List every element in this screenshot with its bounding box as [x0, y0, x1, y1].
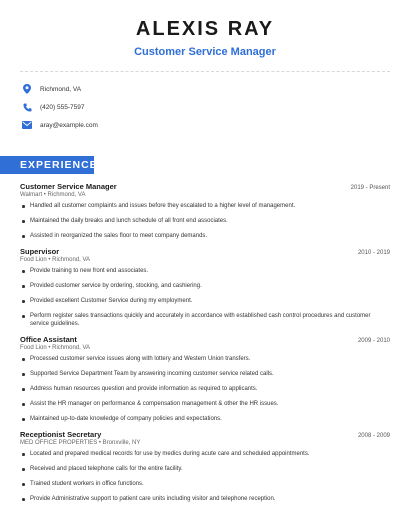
job-dates: 2019 - Present: [350, 185, 390, 191]
job-bullet: Processed customer service issues along with lottery and Western Union transfers.: [20, 355, 390, 363]
experience-section-header: EXPERIENCE: [0, 156, 94, 174]
job-company: Walmart • Richmond, VA: [20, 192, 86, 198]
job-company: Food Lion • Richmond, VA: [20, 257, 91, 263]
contact-phone: [22, 98, 390, 116]
contact-email: [22, 116, 390, 134]
job-bullet: Assist the HR manager on performance & compensation management & other the HR issues.: [20, 400, 390, 408]
job-header: [20, 247, 390, 256]
job-header: [20, 430, 390, 439]
job-company: Food Lion • Richmond, VA: [20, 345, 91, 351]
location-text: Richmond, VA: [40, 85, 82, 93]
job-company: MED OFFICE PROPERTIES • Bronxville, NY: [20, 440, 141, 446]
job-title: Receptionist Secretary: [20, 430, 102, 439]
job-bullet: Maintained the daily breaks and lunch schedule of all front end associates.: [20, 217, 390, 225]
job-bullet: Handled all customer complaints and issues before they escalated to a higher level of management.: [20, 202, 390, 210]
job-bullets: [20, 450, 390, 503]
resume-header: [0, 0, 410, 59]
job-bullet: Located and prepared medical records for use by medics during acute care and scheduled appointments.: [20, 450, 390, 458]
candidate-name: ALEXIS RAY: [135, 18, 275, 40]
location-pin-icon: [22, 84, 32, 94]
candidate-title: Customer Service Manager: [134, 46, 276, 58]
job-dates: 2008 - 2009: [357, 433, 390, 439]
job-entry: [20, 182, 390, 240]
email-icon: [22, 120, 32, 130]
email-text: aray@example.com: [40, 121, 98, 129]
job-title: Supervisor: [20, 247, 60, 256]
contact-location: [22, 80, 390, 98]
job-bullet: Provided customer service by ordering, stocking, and cashiering.: [20, 282, 390, 290]
job-bullet: Perform register sales transactions quickly and accurately in accordance with established cash control procedures and customer service guidelines.: [20, 312, 390, 328]
job-header: [20, 335, 390, 344]
job-bullet: Supported Service Department Team by answering incoming customer service related calls.: [20, 370, 390, 378]
job-entry: [20, 430, 390, 503]
job-bullet: Address human resources question and provide information as required to applicants.: [20, 385, 390, 393]
contact-info: [0, 72, 410, 134]
phone-text: (420) 555-7597: [40, 103, 85, 111]
job-bullet: Provided excellent Customer Service during my employment.: [20, 297, 390, 305]
job-entry: [20, 247, 390, 328]
job-title: Customer Service Manager: [20, 182, 117, 191]
job-bullets: [20, 355, 390, 423]
phone-icon: [22, 102, 32, 112]
job-bullet: Maintained up-to-date knowledge of company policies and expectations.: [20, 415, 390, 423]
job-dates: 2009 - 2010: [357, 338, 390, 344]
job-dates: 2010 - 2019: [357, 250, 390, 256]
job-title: Office Assistant: [20, 335, 77, 344]
job-bullets: [20, 267, 390, 328]
job-bullets: [20, 202, 390, 240]
job-header: [20, 182, 390, 191]
experience-list: [0, 174, 410, 503]
job-bullet: Trained student workers in office functions.: [20, 480, 390, 488]
job-bullet: Provide training to new front end associates.: [20, 267, 390, 275]
job-bullet: Assisted in reorganized the sales floor to meet company demands.: [20, 232, 390, 240]
job-bullet: Provide Administrative support to patient care units including visitor and telephone reception.: [20, 495, 390, 503]
job-entry: [20, 335, 390, 423]
job-bullet: Received and placed telephone calls for the entire facility.: [20, 465, 390, 473]
